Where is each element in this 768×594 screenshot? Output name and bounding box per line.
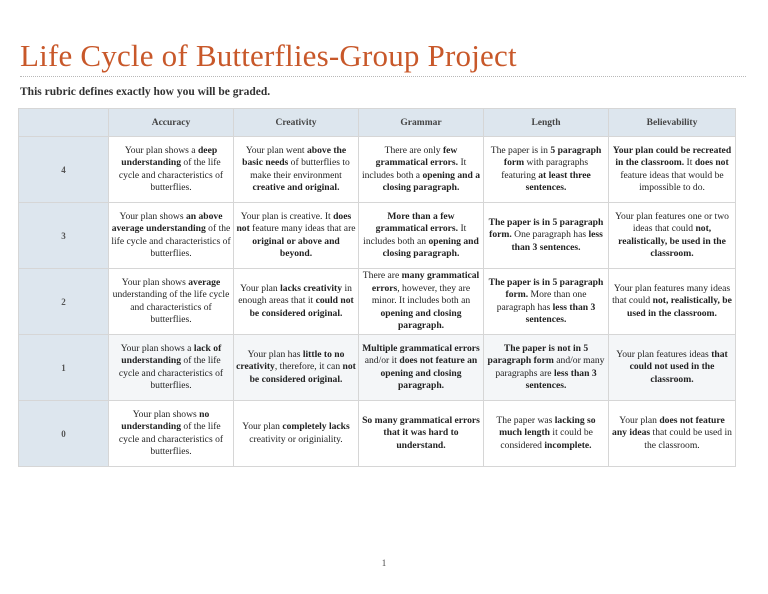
header-corner: [19, 109, 109, 137]
text: of the life cycle and characteristics of butterflies.: [111, 223, 231, 259]
text: Your plan: [240, 282, 281, 294]
cell-creativity: [234, 137, 359, 203]
text: of the life cycle and characteristics of butterflies.: [118, 421, 224, 457]
bold-text: at least three sentences.: [525, 169, 591, 193]
cell-believability: [609, 269, 736, 335]
header-believability: Believability: [609, 109, 736, 137]
score-label: 2: [19, 269, 109, 335]
bold-text: does not feature an opening and closing paragraph.: [380, 355, 478, 391]
text: Your plan: [619, 414, 660, 426]
cell-creativity: [234, 203, 359, 269]
bold-text: above the basic needs: [242, 144, 347, 169]
bold-text: The paper is not in 5 paragraph form: [487, 342, 589, 367]
text: There are: [362, 270, 402, 282]
header-creativity: Creativity: [234, 109, 359, 137]
cell-accuracy: [109, 335, 234, 401]
header-length: Length: [484, 109, 609, 137]
bold-text: less than 3 sentences.: [525, 367, 597, 391]
bold-text: lacking so much length: [499, 414, 596, 439]
cell-grammar: [359, 269, 484, 335]
rubric-table: [18, 108, 736, 467]
text: creativity or originiality.: [249, 433, 343, 445]
cell-grammar: [359, 401, 484, 467]
bold-text: So many grammatical errors that it was hard to understand.: [362, 414, 480, 451]
bold-text: average: [188, 276, 221, 288]
text: understanding of the life cycle and characteristics of butterflies.: [112, 289, 230, 325]
text: The paper is in: [490, 144, 551, 156]
bold-text: opening and closing paragraph.: [380, 307, 462, 332]
text: , therefore, it can: [274, 361, 343, 373]
text: feature ideas that would be impossible to do.: [620, 169, 724, 193]
bold-text: opening and a closing paragraph.: [382, 169, 481, 193]
bold-text: More than a few grammatical errors.: [375, 210, 459, 235]
text: in enough areas that it: [238, 282, 352, 307]
bold-text: original or above and beyond.: [252, 235, 340, 259]
text: Your plan shows: [132, 408, 200, 420]
text: Your plan shows a: [120, 342, 194, 354]
text: More than one paragraph has: [496, 289, 587, 313]
table-header-row: [19, 109, 736, 137]
cell-accuracy: [109, 401, 234, 467]
page-subtitle: This rubric defines exactly how you will be graded.: [20, 86, 271, 98]
cell-accuracy: [109, 137, 234, 203]
cell-creativity: [234, 401, 359, 467]
text: of the life cycle and characteristics of butterflies.: [118, 157, 224, 193]
bold-text: does not: [236, 210, 352, 235]
bold-text: no understanding: [121, 408, 210, 433]
bold-text: few grammatical errors.: [375, 144, 459, 169]
text: Your plan went: [245, 144, 307, 156]
cell-believability: [609, 335, 736, 401]
text: Your plan shows: [121, 276, 189, 288]
text: it could be considered: [500, 427, 593, 451]
text: It: [684, 157, 695, 169]
text: Your plan: [242, 421, 283, 433]
cell-length: [484, 137, 609, 203]
bold-text: many grammatical errors: [371, 270, 480, 294]
text: Your plan has: [247, 348, 303, 360]
bold-text: does not feature any ideas: [612, 414, 725, 439]
text: and/or it: [364, 355, 400, 367]
bold-text: does not: [694, 157, 729, 169]
bold-text: deep understanding: [121, 144, 218, 169]
bold-text: not, realistically, be used in the classroom.: [618, 223, 726, 259]
score-label: 0: [19, 401, 109, 467]
score-label: 4: [19, 137, 109, 203]
bold-text: little to no creativity: [236, 348, 345, 373]
cell-accuracy: [109, 203, 234, 269]
text: feature many ideas that are: [249, 223, 356, 235]
page-title: Life Cycle of Butterflies-Group Project: [20, 38, 517, 73]
bold-text: not, realistically, be used in the classroom.: [627, 295, 732, 319]
bold-text: 5 paragraph form: [503, 144, 602, 169]
text: Your plan is creative. It: [240, 210, 334, 222]
bold-text: opening and closing paragraph.: [382, 235, 479, 259]
cell-grammar: [359, 137, 484, 203]
bold-text: The paper is in 5 paragraph form.: [488, 276, 604, 301]
text: Your plan shows a: [124, 144, 198, 156]
text: There are only: [384, 144, 443, 156]
header-grammar: Grammar: [359, 109, 484, 137]
cell-creativity: [234, 335, 359, 401]
text: that could be used in the classroom.: [644, 427, 732, 451]
cell-grammar: [359, 203, 484, 269]
bold-text: less than 3 sentences.: [511, 229, 603, 253]
cell-length: [484, 269, 609, 335]
cell-believability: [609, 203, 736, 269]
text: Your plan shows: [119, 210, 186, 222]
text: and/or many paragraphs are: [495, 355, 605, 379]
table-row: [19, 401, 736, 467]
bold-text: Multiple grammatical errors: [362, 342, 480, 354]
score-label: 1: [19, 335, 109, 401]
table-row: [19, 137, 736, 203]
bold-text: Your plan could be recreated in the classroom.: [612, 144, 732, 169]
text: Your plan features many ideas that could: [612, 282, 731, 307]
cell-believability: [609, 401, 736, 467]
header-accuracy: Accuracy: [109, 109, 234, 137]
cell-length: [484, 401, 609, 467]
bold-text: completely lacks: [282, 421, 350, 433]
text: It includes both an: [363, 223, 467, 247]
cell-grammar: [359, 335, 484, 401]
bold-text: lacks creativity: [280, 282, 343, 294]
cell-believability: [609, 137, 736, 203]
bold-text: an above average understanding: [111, 210, 223, 235]
text: It includes both a: [361, 157, 467, 181]
text: with paragraphs featuring: [501, 157, 589, 181]
cell-accuracy: [109, 269, 234, 335]
bold-text: The paper is in 5 paragraph form.: [488, 216, 604, 241]
text: One paragraph has: [511, 229, 589, 241]
bold-text: lack of understanding: [121, 342, 222, 367]
page-number: 1: [381, 558, 387, 568]
cell-length: [484, 335, 609, 401]
text: of butterflies to make their environment: [250, 157, 350, 181]
bold-text: incomplete.: [544, 439, 592, 451]
table-row: [19, 203, 736, 269]
text: of the life cycle and characteristics of butterflies.: [118, 355, 224, 391]
bold-text: not be considered original.: [249, 361, 356, 385]
text: The paper was: [496, 414, 555, 426]
table-row: [19, 335, 736, 401]
bold-text: that could not used in the classroom.: [629, 348, 728, 385]
text: Your plan features one or two ideas that could: [615, 210, 729, 235]
cell-creativity: [234, 269, 359, 335]
text: Your plan features ideas: [616, 348, 712, 360]
bold-text: could not be considered original.: [249, 295, 354, 319]
score-label: 3: [19, 203, 109, 269]
table-row: [19, 269, 736, 335]
bold-text: less than 3 sentences.: [525, 301, 596, 325]
bold-text: creative and original.: [252, 181, 340, 193]
title-divider: [20, 76, 746, 77]
cell-length: [484, 203, 609, 269]
text: , however, they are minor. It includes both an: [371, 282, 471, 307]
